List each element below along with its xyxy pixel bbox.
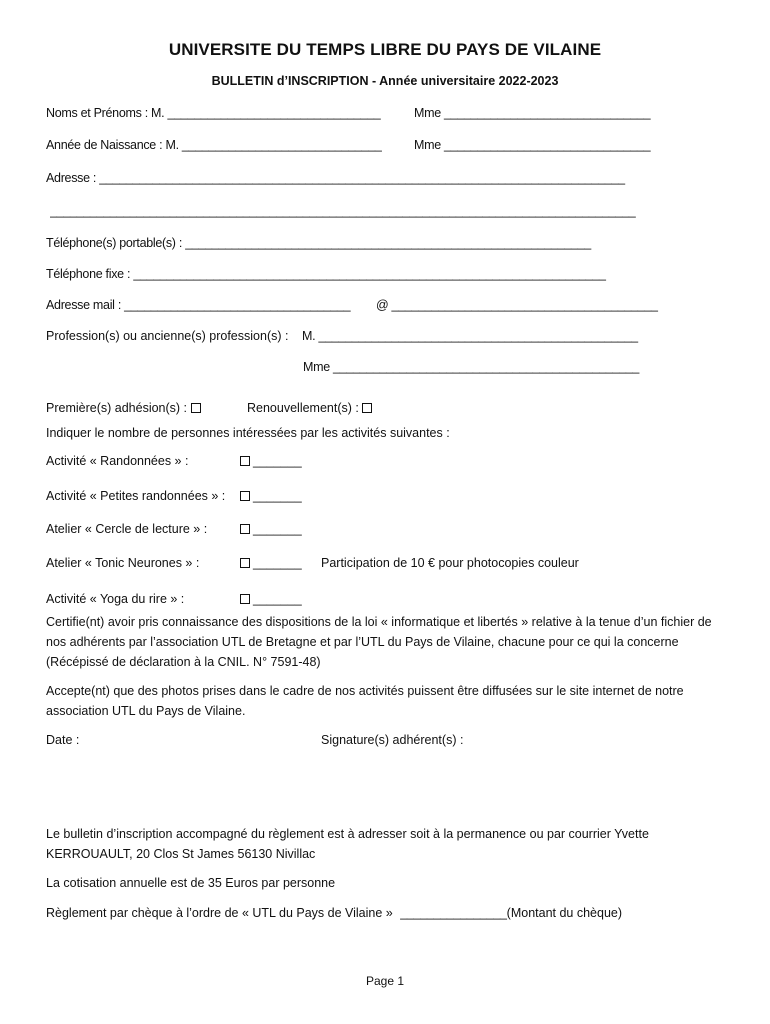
page-number: Page 1 — [365, 974, 405, 988]
activity-label: Atelier « Cercle de lecture » : — [46, 522, 208, 536]
activity-checkbox[interactable] — [240, 456, 250, 466]
renouvellement-label: Renouvellement(s) : — [247, 401, 359, 415]
activity-checkbox[interactable] — [240, 491, 250, 501]
montant-cheque-blank[interactable]: ________________ — [400, 906, 507, 920]
page-subtitle: BULLETIN d’INSCRIPTION - Année universitaire 2022-2023 — [211, 74, 559, 88]
activity-checkbox[interactable] — [240, 558, 250, 568]
activity-entry[interactable] — [240, 556, 302, 570]
activity-label: Activité « Randonnées » : — [46, 454, 189, 468]
profession-label: Profession(s) ou ancienne(s) profession(s) : — [46, 329, 289, 343]
activity-entry[interactable] — [240, 522, 302, 536]
premiere-adhesion — [46, 401, 204, 415]
activity-count-blank[interactable]: _______ — [253, 556, 302, 570]
activity-label: Activité « Petites randonnées » : — [46, 489, 226, 503]
envoi-paragraph: Le bulletin d’inscription accompagné du règlement est à adresser soit à la permanence ou par courrier Yvette KERROUAULT, 20 Clos St James 56130 Nivillac — [46, 827, 649, 861]
activity-entry[interactable] — [240, 454, 302, 468]
adresse-field[interactable]: Adresse : _______________________________________________________________________________ — [46, 171, 625, 185]
activity-count-blank[interactable]: _______ — [253, 489, 302, 503]
activity-count-blank[interactable]: _______ — [253, 522, 302, 536]
certifie-paragraph: Certifie(nt) avoir pris connaissance des dispositions de la loi « informatique et libertés » relative à la tenue d’un fichier de nos adhérents par l’association UTL de Bretagne et par l’UTL du Pays de Vilaine, chacune pour ce qui la concerne (Récépissé de déclaration à la CNIL. N° 7591-48) — [46, 615, 712, 669]
page-title: UNIVERSITE DU TEMPS LIBRE DU PAYS DE VILAINE — [168, 40, 602, 59]
activity-count-blank[interactable]: _______ — [253, 454, 302, 468]
annee-naissance-mme-field[interactable]: Mme _______________________________ — [414, 138, 651, 152]
activity-checkbox[interactable] — [240, 594, 250, 604]
premiere-adhesion-label: Première(s) adhésion(s) : — [46, 401, 188, 415]
activites-instruction: Indiquer le nombre de personnes intéressées par les activités suivantes : — [46, 426, 450, 440]
annee-naissance-field[interactable]: Année de Naissance : M. ______________________________ — [46, 138, 382, 152]
profession-m-field[interactable]: M. ________________________________________________ — [302, 329, 638, 343]
activity-entry[interactable] — [240, 489, 302, 503]
accepte-paragraph: Accepte(nt) que des photos prises dans le cadre de nos activités puissent être diffusées sur le site internet de notre association UTL du Pays de Vilaine. — [46, 684, 684, 718]
activity-count-blank[interactable]: _______ — [253, 592, 302, 606]
profession-mme-field[interactable]: Mme ______________________________________________ — [303, 360, 640, 374]
email-domain-field[interactable]: @ ________________________________________ — [376, 298, 658, 312]
activity-note: Participation de 10 € pour photocopies couleur — [321, 556, 579, 570]
signature-label: Signature(s) adhérent(s) : — [321, 733, 464, 747]
cotisation-text: La cotisation annuelle est de 35 Euros par personne — [46, 876, 336, 890]
noms-field[interactable]: Noms et Prénoms : M. ________________________________ — [46, 106, 381, 120]
telephone-portable-field[interactable]: Téléphone(s) portable(s) : _____________________________________________________________ — [46, 236, 591, 250]
activity-label: Activité « Yoga du rire » : — [46, 592, 185, 606]
renouvellement-checkbox[interactable] — [362, 403, 372, 413]
noms-mme-field[interactable]: Mme _______________________________ — [414, 106, 651, 120]
montant-cheque-label: (Montant du chèque) — [506, 906, 623, 920]
reglement-label: Règlement par chèque à l’ordre de « UTL du Pays de Vilaine » — [46, 906, 393, 920]
premiere-adhesion-checkbox[interactable] — [191, 403, 201, 413]
date-label: Date : — [46, 733, 80, 747]
adresse-line2-field[interactable]: ________________________________________________________________________________________ — [50, 204, 636, 218]
activity-label: Atelier « Tonic Neurones » : — [46, 556, 200, 570]
activity-checkbox[interactable] — [240, 524, 250, 534]
email-field[interactable]: Adresse mail : __________________________________ — [46, 298, 351, 312]
telephone-fixe-field[interactable]: Téléphone fixe : _______________________________________________________________________ — [46, 267, 606, 281]
activity-entry[interactable] — [240, 592, 302, 606]
reglement-line — [46, 906, 622, 920]
renouvellement — [247, 401, 375, 415]
